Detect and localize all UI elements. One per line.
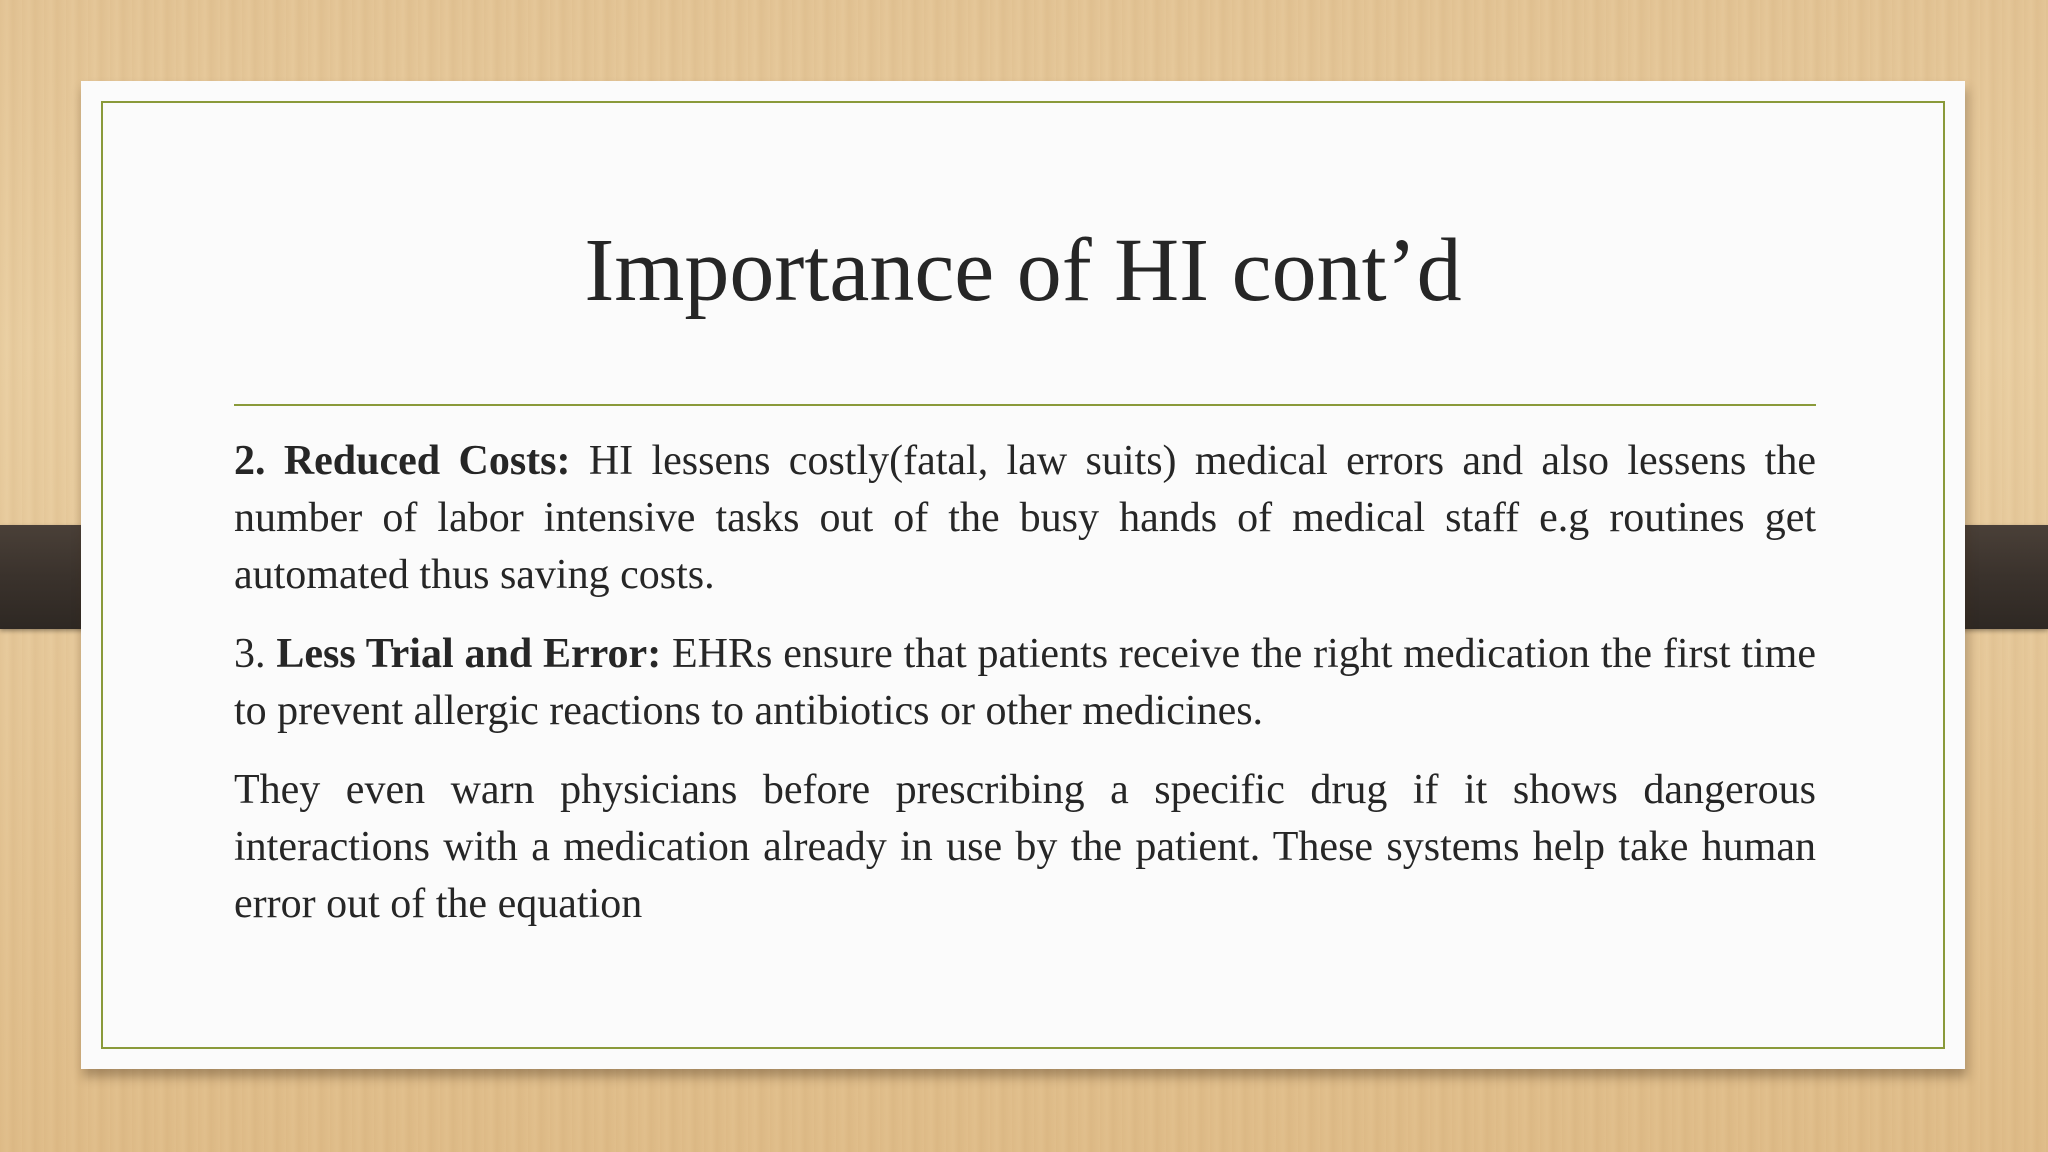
point-prefix: 3. [234,631,277,677]
slide-title: Importance of HI cont’d [584,221,1462,320]
point-text: EHRs ensure that patients receive the right medication the first time to prevent allergic reactions to antibiotics or other medicines. [234,631,1816,734]
point-text: HI lessens costly(fatal, law suits) medical errors and also lessens the number of labor intensive tasks out of the busy hands of medical staff e.g routines get automated thus saving costs. [234,438,1816,598]
point-label: 2. Reduced Costs: [234,438,571,484]
slide-body [234,433,1816,955]
closing-paragraph: They even warn physicians before prescribing a specific drug if it shows dangerous interactions with a medication already in use by the patient. These systems help take human error out of the equation [234,767,1816,927]
title-divider [234,404,1816,406]
point-reduced-costs [234,433,1816,604]
slide-card [81,81,1965,1069]
point-less-trial-and-error [234,626,1816,740]
point-label: Less Trial and Error: [276,631,662,677]
